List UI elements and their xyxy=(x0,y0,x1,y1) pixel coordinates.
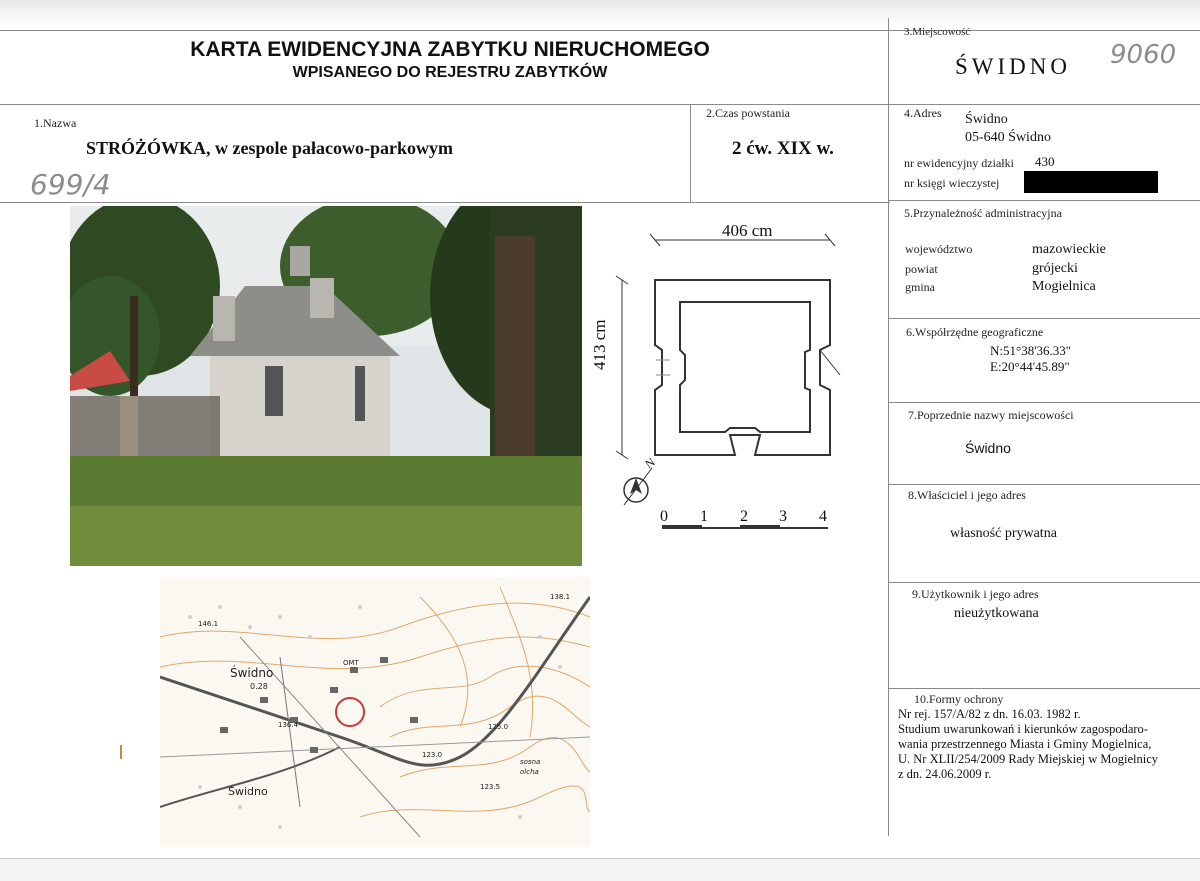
right-column-divider xyxy=(888,18,889,836)
dzialka-label: nr ewidencyjny działki xyxy=(904,156,1014,170)
rule xyxy=(888,318,1200,319)
building-photo xyxy=(70,206,582,566)
field-label-poprzednie: 7.Poprzednie nazwy miejscowości xyxy=(908,408,1074,422)
admin-key: gmina xyxy=(905,280,935,294)
map-label: 138.1 xyxy=(550,593,571,601)
admin-value: Mogielnica xyxy=(1032,279,1096,294)
map-label: OMT xyxy=(343,659,359,667)
geo-latitude: N:51°38'36.33" xyxy=(990,343,1072,358)
handwritten-number: 9060 xyxy=(1110,40,1177,70)
plan-height-label: 413 cm xyxy=(590,319,609,370)
card-title: KARTA EWIDENCYJNA ZABYTKU NIERUCHOMEGO xyxy=(190,38,710,61)
location-map-graphic xyxy=(160,577,590,847)
rule xyxy=(888,582,1200,583)
map-label: 146.1 xyxy=(198,620,219,628)
field-label-admin: 5.Przynależność administracyjna xyxy=(904,206,1062,220)
scale-tick: 1 xyxy=(700,508,708,525)
ochrona-line: U. Nr XLII/254/2009 Rady Miejskiej w Mogielnicy xyxy=(898,752,1159,766)
scale-tick: 0 xyxy=(660,508,668,525)
geo-longitude: E:20°44'45.89" xyxy=(990,359,1070,374)
ochrona-text xyxy=(898,707,1198,782)
field-label-nazwa: 1.Nazwa xyxy=(34,116,77,130)
plan-width-label: 406 cm xyxy=(722,221,773,240)
rule xyxy=(888,200,1200,201)
map-label: Świdno xyxy=(228,785,268,798)
map-label: Świdno xyxy=(230,666,274,680)
map-label: 123.0 xyxy=(422,751,443,759)
ochrona-line: z dn. 24.06.2009 r. xyxy=(898,767,992,781)
map-label: sosna xyxy=(520,758,541,766)
field-label-geo: 6.Współrzędne geograficzne xyxy=(906,325,1044,339)
location-map xyxy=(160,577,590,847)
nazwa-value: STRÓŻÓWKA, w zespole pałacowo-parkowym xyxy=(86,138,454,158)
building-photo-graphic xyxy=(70,206,582,566)
admin-value: grójecki xyxy=(1032,261,1078,276)
ochrona-line: Studium uwarunkowań i kierunków zagospodaro- xyxy=(898,722,1148,736)
scale-tick: 4 xyxy=(819,508,827,525)
top-rule xyxy=(0,30,1200,31)
field-label-miejscowosc: 3.Miejscowość xyxy=(904,26,971,38)
miejscowosc-value: ŚWIDNO xyxy=(955,54,1071,79)
ochrona-line: wania przestrzennego Miasta i Gminy Mogielnica, xyxy=(898,737,1152,751)
field-label-ochrona: 10.Formy ochrony xyxy=(914,692,1004,706)
scan-edge xyxy=(0,0,1200,26)
rule xyxy=(888,402,1200,403)
map-label: 125.0 xyxy=(488,723,509,731)
dzialka-value: 430 xyxy=(1035,154,1055,169)
ochrona-line: Nr rej. 157/A/82 z dn. 16.03. 1982 r. xyxy=(898,707,1081,721)
admin-key: powiat xyxy=(905,262,938,276)
admin-key: województwo xyxy=(905,242,973,256)
ksiega-label: nr księgi wieczystej xyxy=(904,176,1000,190)
rule xyxy=(690,104,691,202)
floor-plan xyxy=(600,210,870,540)
adres-line2: 05-640 Świdno xyxy=(965,130,1051,145)
rule xyxy=(0,202,890,203)
field-label-uzytkownik: 9.Użytkownik i jego adres xyxy=(912,587,1039,601)
rule xyxy=(888,484,1200,485)
rule xyxy=(888,688,1200,689)
north-label: N xyxy=(642,454,658,472)
card-subtitle: WPISANEGO DO REJESTRU ZABYTKÓW xyxy=(292,64,608,81)
map-label: olcha xyxy=(520,768,539,776)
field-label-czas: 2.Czas powstania xyxy=(706,106,790,120)
field-label-wlasciciel: 8.Właściciel i jego adres xyxy=(908,488,1026,502)
scan-mark xyxy=(120,745,122,759)
map-label: 0.28 xyxy=(250,682,268,691)
uzytkownik-value: nieużytkowana xyxy=(954,606,1039,621)
map-label: 123.5 xyxy=(480,783,501,791)
handwritten-inventory-number: 699/4 xyxy=(30,168,111,201)
scan-edge xyxy=(0,858,1200,881)
czas-value: 2 ćw. XIX w. xyxy=(732,138,834,159)
floor-plan-drawing xyxy=(600,210,870,540)
field-label-adres: 4.Adres xyxy=(904,106,942,120)
adres-line1: Świdno xyxy=(965,112,1008,127)
redacted-ksiega-value xyxy=(1024,171,1158,193)
wlasciciel-value: własność prywatna xyxy=(950,526,1057,541)
map-label: 136.4 xyxy=(278,721,299,729)
scale-tick: 2 xyxy=(740,508,748,525)
admin-value: mazowieckie xyxy=(1032,242,1106,257)
poprzednie-value: Świdno xyxy=(965,440,1011,456)
rule xyxy=(0,104,1200,105)
scale-tick: 3 xyxy=(779,508,787,525)
